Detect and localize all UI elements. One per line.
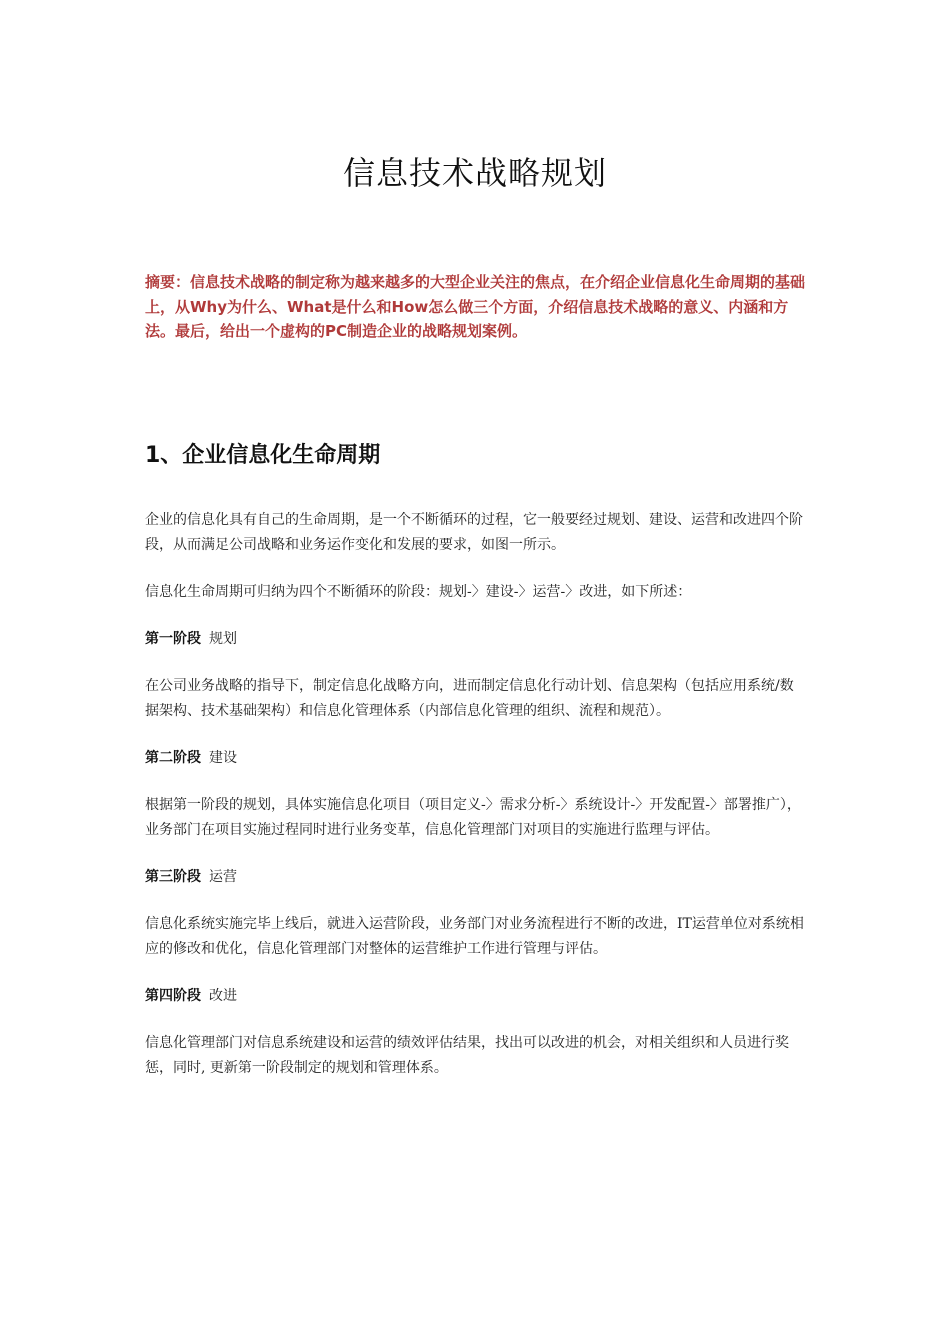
stage-description-2: 根据第一阶段的规划，具体实施信息化项目（项目定义-〉需求分析-〉系统设计-〉开发配置-〉部署推广），业务部门在项目实施过程同时进行业务变革，信息化管理部门对项目的实施进行监理与评估。 <box>145 797 801 838</box>
stage-heading-1 <box>145 627 805 652</box>
stage-label: 第二阶段 <box>145 750 201 766</box>
stage-label: 第一阶段 <box>145 631 201 647</box>
intro-paragraph-1: 企业的信息化具有自己的生命周期，是一个不断循环的过程，它一般要经过规划、建设、运营和改进四个阶段，从而满足公司战略和业务运作变化和发展的要求，如图一所示。 <box>145 512 803 553</box>
stage-name: 运营 <box>209 869 237 885</box>
stage-heading-2 <box>145 746 805 771</box>
stage-heading-3 <box>145 865 805 890</box>
abstract: 摘要：信息技术战略的制定称为越来越多的大型企业关注的焦点，在介绍企业信息化生命周期的基础上，从Why为什么、What是什么和How怎么做三个方面，介绍信息技术战略的意义、内涵和方法。最后，给出一个虚构的PC制造企业的战略规划案例。 <box>145 273 806 340</box>
section-heading: 1、企业信息化生命周期 <box>145 443 381 469</box>
document-title: 信息技术战略规划 <box>342 154 607 193</box>
stage-label: 第四阶段 <box>145 988 201 1004</box>
stage-description-4: 信息化管理部门对信息系统建设和运营的绩效评估结果，找出可以改进的机会，对相关组织和人员进行奖惩，同时, 更新第一阶段制定的规划和管理体系。 <box>145 1035 789 1076</box>
stage-name: 改进 <box>209 988 237 1004</box>
section-body <box>145 508 805 1103</box>
stage-label: 第三阶段 <box>145 869 201 885</box>
stage-heading-4 <box>145 984 805 1009</box>
stage-name: 规划 <box>209 631 237 647</box>
intro-paragraph-2: 信息化生命周期可归纳为四个不断循环的阶段：规划-〉建设-〉运营-〉改进，如下所述： <box>145 584 692 600</box>
stage-name: 建设 <box>209 750 237 766</box>
stage-description-3: 信息化系统实施完毕上线后，就进入运营阶段，业务部门对业务流程进行不断的改进，IT运营单位对系统相应的修改和优化，信息化管理部门对整体的运营维护工作进行管理与评估。 <box>145 916 804 957</box>
stage-description-1: 在公司业务战略的指导下，制定信息化战略方向，进而制定信息化行动计划、信息架构（包括应用系统/数据架构、技术基础架构）和信息化管理体系（内部信息化管理的组织、流程和规范）。 <box>145 678 794 719</box>
